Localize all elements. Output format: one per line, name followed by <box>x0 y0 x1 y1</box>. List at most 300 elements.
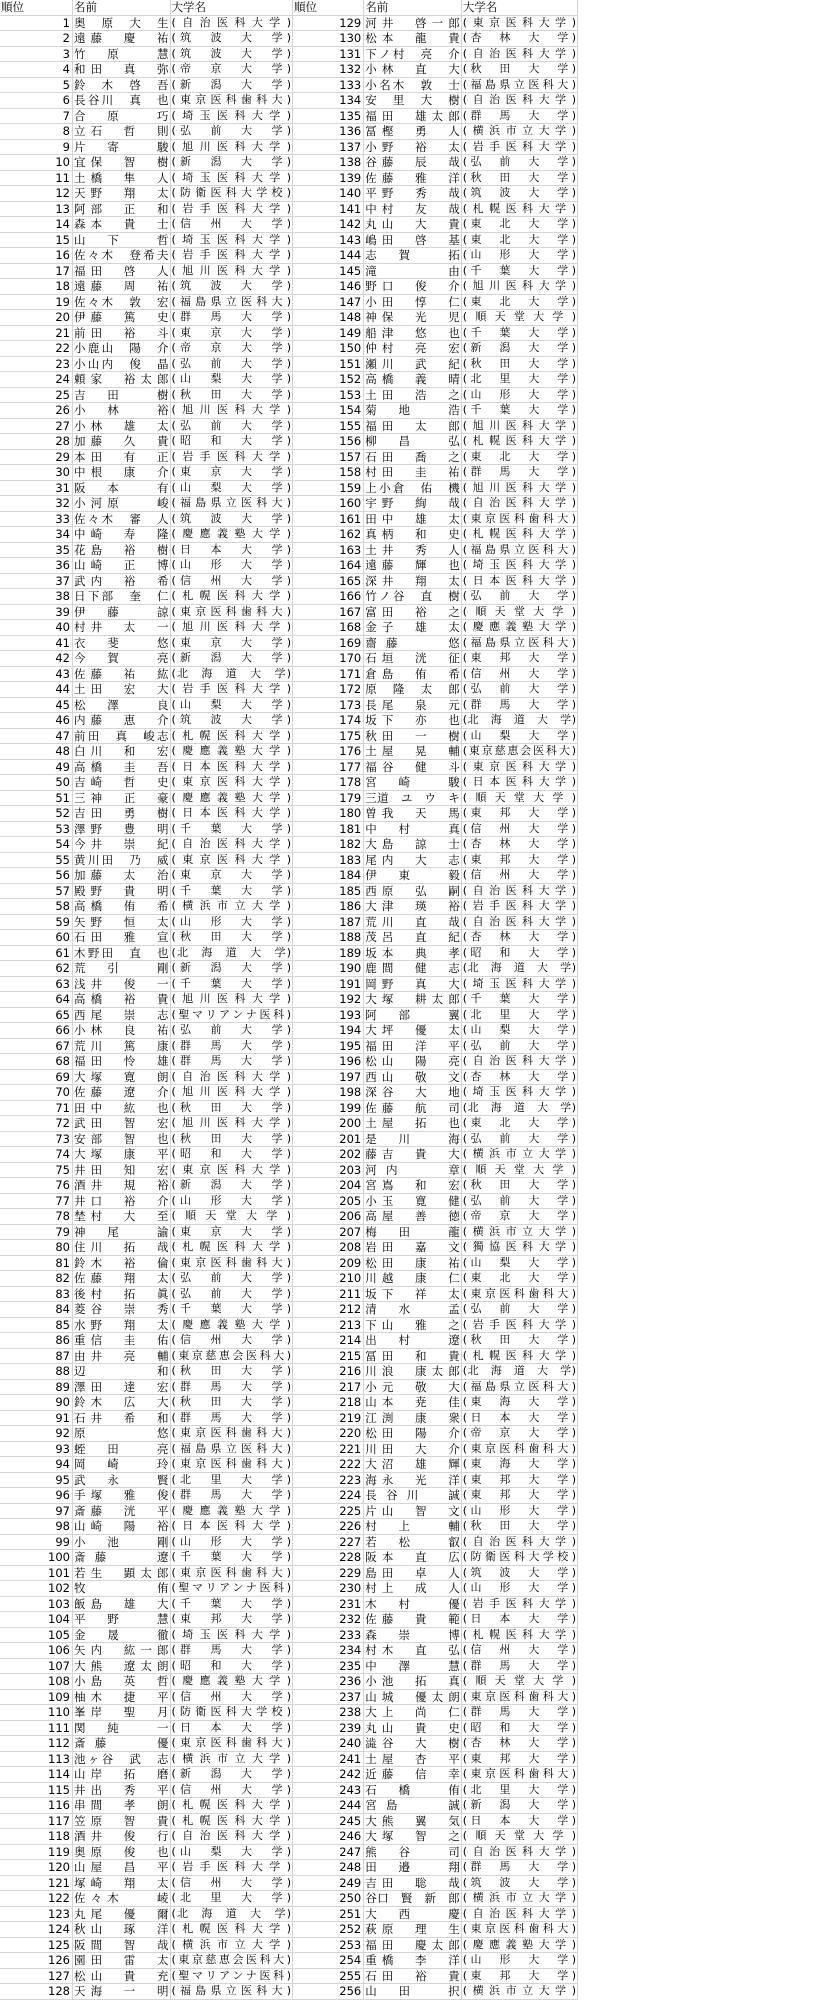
rank-cell: 55 <box>0 852 73 868</box>
name-cell: 中 村 真 <box>365 821 460 836</box>
name-cell: 宜保 智 樹 <box>74 155 169 169</box>
university-cell: (防衛医科大学校) <box>171 186 291 199</box>
rank-cell: 22 <box>0 341 73 357</box>
rank-cell: 134 <box>293 93 364 109</box>
rank-cell: 42 <box>0 651 73 667</box>
university-cell: (旭川医科大学) <box>462 480 576 494</box>
university-cell: (旭川医科大学) <box>171 1085 291 1098</box>
rank-cell: 51 <box>0 790 73 806</box>
rank-cell: 160 <box>293 496 364 512</box>
rank-cell: 148 <box>293 310 364 326</box>
university-cell: (東京医科歯科大) <box>462 511 576 525</box>
name-cell: 小 林 裕 <box>74 403 169 417</box>
table-row <box>0 527 578 543</box>
rank-cell: 232 <box>293 1612 364 1628</box>
rank-cell: 152 <box>293 372 364 388</box>
name-cell: 荒 引 剛 <box>74 961 169 975</box>
university-cell: (埼玉医科大学) <box>462 558 576 571</box>
table-row <box>0 341 578 357</box>
name-cell: 鹿間 健 志 <box>365 961 460 975</box>
university-cell: (信 州 大 学) <box>171 1782 291 1796</box>
rank-cell: 113 <box>0 1751 73 1767</box>
university-cell: (横浜市立大学) <box>462 1147 576 1160</box>
rank-cell: 25 <box>0 387 73 403</box>
rank-cell: 197 <box>293 1069 364 1085</box>
table-row <box>0 1116 578 1132</box>
header-rank-right: 順位 <box>293 0 364 15</box>
rank-cell: 19 <box>0 294 73 310</box>
university-cell: (千 葉 大 学) <box>171 821 291 835</box>
rank-cell: 75 <box>0 1162 73 1178</box>
university-cell: (岩手医科大学) <box>462 1317 576 1331</box>
table-row <box>0 387 578 403</box>
rank-cell: 246 <box>293 1829 364 1845</box>
university-cell: (山 梨 大 学) <box>462 1255 576 1269</box>
table-row <box>0 1271 578 1287</box>
university-cell: (帝 京 大 学) <box>171 62 291 75</box>
table-row <box>0 976 578 992</box>
table-row <box>0 93 578 109</box>
name-cell: 船津 悠 也 <box>365 325 460 340</box>
name-cell: 山城 優太朗 <box>365 1689 460 1704</box>
rank-cell: 77 <box>0 1193 73 1209</box>
table-row <box>0 1891 578 1907</box>
name-cell: 高橋 義 晴 <box>365 372 460 386</box>
rank-cell: 5 <box>0 77 73 93</box>
name-cell: 大沼 雄 輝 <box>365 1457 460 1471</box>
rank-cell: 164 <box>293 558 364 574</box>
rank-cell: 196 <box>293 1054 364 1070</box>
name-cell: 高橋 侑 希 <box>74 899 169 913</box>
table-row <box>0 186 578 202</box>
rank-cell: 182 <box>293 837 364 853</box>
rank-cell: 124 <box>0 1922 73 1938</box>
table-row <box>0 434 578 450</box>
rank-cell: 223 <box>293 1472 364 1488</box>
university-cell: (横浜市立大学) <box>462 124 576 137</box>
name-cell: 矢野 恒 太 <box>74 914 169 929</box>
table-row <box>0 790 578 806</box>
name-cell: 萩原 理 生 <box>365 1922 460 1936</box>
university-cell: (北 海 道 大 学) <box>171 945 291 959</box>
table-row <box>0 682 578 698</box>
table-row <box>0 1100 578 1116</box>
name-cell: 上小倉 佑 機 <box>365 480 460 495</box>
table-row <box>0 1240 578 1256</box>
name-cell: 水野 翔 太 <box>74 1317 169 1332</box>
header-univ-left: 大学名 <box>170 0 293 15</box>
rank-cell: 82 <box>0 1271 73 1287</box>
rank-cell: 203 <box>293 1162 364 1178</box>
rank-cell: 207 <box>293 1224 364 1240</box>
table-row <box>0 279 578 295</box>
name-cell: 天野 翔 太 <box>74 186 169 200</box>
university-cell: (横浜市立大学) <box>462 1224 576 1238</box>
table-row <box>0 1658 578 1674</box>
name-cell: 安 里 大 樹 <box>365 93 460 107</box>
university-cell: (山 梨 大 学) <box>171 1844 291 1858</box>
table-row <box>0 1689 578 1705</box>
name-cell: 今井 崇 紀 <box>74 837 169 851</box>
rank-cell: 165 <box>293 573 364 589</box>
name-cell: 海永 光 洋 <box>365 1472 460 1487</box>
university-cell: (山 梨 大 学) <box>171 480 291 494</box>
rank-cell: 219 <box>293 1410 364 1426</box>
name-cell: 大塚 寛 朗 <box>74 1069 169 1084</box>
rank-cell: 54 <box>0 837 73 853</box>
rank-cell: 177 <box>293 759 364 775</box>
name-cell: 江渕 康 衆 <box>365 1410 460 1425</box>
university-cell: (東京医科歯科大) <box>171 1565 291 1579</box>
university-cell: (日本医科大学) <box>462 573 576 587</box>
name-cell: 松田 康 祐 <box>365 1255 460 1270</box>
university-cell: (帝 京 大 学) <box>171 341 291 354</box>
rank-cell: 115 <box>0 1782 73 1798</box>
university-cell: (岩手医科大学) <box>171 682 291 695</box>
table-row <box>0 1441 578 1457</box>
table-row <box>0 46 578 62</box>
university-cell: (札幌医科大学) <box>171 1240 291 1253</box>
name-cell: 岡野 真 大 <box>365 976 460 991</box>
university-cell: (東 邦 大 学) <box>462 1751 576 1765</box>
rank-cell: 81 <box>0 1255 73 1271</box>
university-cell: (山 梨 大 学) <box>462 1023 576 1036</box>
name-cell: 牧 侑 <box>74 1581 169 1595</box>
rank-cell: 9 <box>0 139 73 155</box>
table-row <box>0 511 578 527</box>
rank-cell: 74 <box>0 1147 73 1163</box>
university-cell: (秋 田 大 学) <box>171 1131 291 1145</box>
rank-cell: 191 <box>293 976 364 992</box>
rank-cell: 100 <box>0 1550 73 1566</box>
rank-cell: 28 <box>0 434 73 450</box>
header-name-right: 名前 <box>364 0 462 15</box>
rank-cell: 145 <box>293 263 364 279</box>
rank-cell: 180 <box>293 806 364 822</box>
name-cell: 日下部 奎 仁 <box>74 589 169 603</box>
name-cell: 島田 卓 人 <box>365 1565 460 1580</box>
university-cell: (千 葉 大 学) <box>462 263 576 277</box>
rank-cell: 84 <box>0 1302 73 1318</box>
university-cell: (山 形 大 学) <box>171 1534 291 1548</box>
name-cell: 片 寄 駿 <box>74 139 169 154</box>
university-cell: (慶應義塾大学) <box>171 1503 291 1517</box>
name-cell: 佐藤 航 司 <box>365 1100 460 1115</box>
university-cell: (埼玉医科大学) <box>462 1085 576 1098</box>
university-cell: (千 葉 大 学) <box>171 883 291 897</box>
rank-cell: 240 <box>293 1736 364 1752</box>
name-cell: 塚崎 翔 太 <box>74 1875 169 1890</box>
table-row <box>0 62 578 78</box>
table-row <box>0 1503 578 1519</box>
university-cell: (秋 田 大 学) <box>462 62 576 75</box>
rank-cell: 228 <box>293 1550 364 1566</box>
table-row <box>0 589 578 605</box>
name-cell: 小名木 敦 士 <box>365 77 460 92</box>
table-row <box>0 728 578 744</box>
university-cell: (旭川医科大学) <box>171 1116 291 1129</box>
table-row <box>0 1953 578 1969</box>
rank-cell: 137 <box>293 139 364 155</box>
table-row <box>0 852 578 868</box>
university-cell: (北 海 道 大 学) <box>462 961 576 974</box>
name-cell: 藤吉 貴 大 <box>365 1147 460 1161</box>
name-cell: 竹 原 慧 <box>74 46 169 61</box>
name-cell: 池ヶ谷 武 志 <box>74 1751 169 1766</box>
table-row <box>0 1457 578 1473</box>
rank-cell: 214 <box>293 1333 364 1349</box>
rank-cell: 151 <box>293 356 364 372</box>
rank-cell: 20 <box>0 310 73 326</box>
name-cell: 土屋 杏 平 <box>365 1751 460 1766</box>
table-row <box>0 1472 578 1488</box>
name-cell: 田 邉 翔 <box>365 1860 460 1874</box>
name-cell: 小河原 峻 <box>74 496 169 510</box>
university-cell: (東 海 大 学) <box>462 1395 576 1408</box>
name-cell: 蛭 田 亮 <box>74 1441 169 1456</box>
rank-cell: 142 <box>293 217 364 233</box>
university-cell: (弘 前 大 学) <box>171 124 291 137</box>
name-cell: 飯島 雄 大 <box>74 1596 169 1611</box>
name-cell: 金子 雄 太 <box>365 620 460 634</box>
table-row <box>0 837 578 853</box>
rank-cell: 123 <box>0 1906 73 1922</box>
name-cell: 立石 哲 則 <box>74 124 169 138</box>
university-cell: (秋 田 大 学) <box>462 1519 576 1532</box>
rank-cell: 94 <box>0 1457 73 1473</box>
name-cell: 荒川 篤 康 <box>74 1038 169 1053</box>
university-cell: (聖マリアンナ医科) <box>171 1968 291 1982</box>
rank-cell: 119 <box>0 1844 73 1860</box>
name-cell: 井口 裕 介 <box>74 1193 169 1208</box>
name-cell: 坂下 亦 也 <box>365 713 460 727</box>
university-cell: (自治医科大学) <box>462 93 576 106</box>
university-cell: (旭川医科大学) <box>462 418 576 432</box>
rank-cell: 71 <box>0 1100 73 1116</box>
rank-cell: 175 <box>293 728 364 744</box>
name-cell: 冨樫 勇 人 <box>365 124 460 138</box>
name-cell: 松田 陽 介 <box>365 1426 460 1440</box>
name-cell: 斎藤 優 <box>74 1736 169 1750</box>
rank-cell: 209 <box>293 1255 364 1271</box>
rank-cell: 193 <box>293 1007 364 1023</box>
university-cell: (自治医科大学) <box>171 837 291 850</box>
table-row <box>0 1534 578 1550</box>
rank-cell: 103 <box>0 1596 73 1612</box>
table-row <box>0 1255 578 1271</box>
rank-cell: 249 <box>293 1875 364 1891</box>
rank-cell: 132 <box>293 62 364 78</box>
rank-cell: 79 <box>0 1224 73 1240</box>
rank-cell: 110 <box>0 1705 73 1721</box>
name-cell: 武内 裕 希 <box>74 573 169 588</box>
table-row <box>0 263 578 279</box>
university-cell: (山 形 大 学) <box>171 1193 291 1207</box>
name-cell: 神保 光 児 <box>365 310 460 324</box>
table-row <box>0 1348 578 1364</box>
table-row <box>0 1736 578 1752</box>
table-row <box>0 1565 578 1581</box>
university-cell: (岩手医科大学) <box>462 899 576 912</box>
name-cell: 宮 崎 駿 <box>365 775 460 789</box>
table-row <box>0 1209 578 1225</box>
university-cell: (旭川医科大学) <box>171 139 291 153</box>
table-row <box>0 1968 578 1984</box>
name-cell: 宇野 絢 哉 <box>365 496 460 510</box>
university-cell: (東 京 大 学) <box>171 868 291 881</box>
name-cell: 石井 希 和 <box>74 1410 169 1425</box>
university-cell: (昭 和 大 学) <box>462 1720 576 1734</box>
name-cell: 原 隆 太 郎 <box>365 682 460 696</box>
name-cell: 佐藤 雅 洋 <box>365 170 460 185</box>
name-cell: 頼家 裕太郎 <box>74 372 169 386</box>
name-cell: 斎藤 洸 平 <box>74 1503 169 1518</box>
rank-cell: 89 <box>0 1379 73 1395</box>
rank-cell: 188 <box>293 930 364 946</box>
name-cell: 伊 東 毅 <box>365 868 460 882</box>
name-cell: 木 村 優 <box>365 1596 460 1611</box>
rank-cell: 162 <box>293 527 364 543</box>
name-cell: 深谷 大 地 <box>365 1085 460 1099</box>
rank-cell: 24 <box>0 372 73 388</box>
university-cell: (北 里 大 学) <box>462 1007 576 1021</box>
university-cell: (山 形 大 学) <box>462 387 576 401</box>
university-cell: (弘 前 大 学) <box>462 682 576 695</box>
university-cell: (杏 林 大 学) <box>462 837 576 850</box>
header-name-left: 名前 <box>73 0 171 15</box>
rank-cell: 169 <box>293 635 364 651</box>
name-cell: 嶋田 啓 基 <box>365 232 460 247</box>
name-cell: 三道 ユ ウ キ <box>365 790 460 805</box>
rank-cell: 97 <box>0 1503 73 1519</box>
name-cell: 小 池 剛 <box>74 1534 169 1549</box>
name-cell: 森 崇 博 <box>365 1627 460 1642</box>
name-cell: 矢内 紘一郎 <box>74 1643 169 1657</box>
rank-cell: 27 <box>0 418 73 434</box>
rank-cell: 18 <box>0 279 73 295</box>
name-cell: 秋田 一 樹 <box>365 728 460 743</box>
name-cell: 中根 康 介 <box>74 465 169 479</box>
name-cell: 伊藤 篤 史 <box>74 310 169 324</box>
name-cell: 松山 陽 亮 <box>365 1054 460 1068</box>
name-cell: 井出 秀 平 <box>74 1782 169 1797</box>
rank-cell: 44 <box>0 682 73 698</box>
table-row <box>0 1038 578 1054</box>
university-cell: (福島県立医科大) <box>462 542 576 556</box>
university-cell: (東 北 大 学) <box>462 217 576 230</box>
university-cell: (昭 和 大 学) <box>462 945 576 959</box>
name-cell: 澁谷 大 樹 <box>365 1736 460 1750</box>
rank-cell: 11 <box>0 170 73 186</box>
table-row <box>0 1317 578 1333</box>
university-cell: (新 潟 大 学) <box>462 1798 576 1811</box>
name-cell: 西山 敬 文 <box>365 1069 460 1084</box>
university-cell: (札幌医科大学) <box>171 1813 291 1827</box>
rank-cell: 13 <box>0 201 73 217</box>
header-row <box>0 0 578 15</box>
rank-cell: 117 <box>0 1813 73 1829</box>
name-cell: 酒井 俊 行 <box>74 1829 169 1843</box>
name-cell: 片山 智 文 <box>365 1503 460 1518</box>
name-cell: 土井 秀 人 <box>365 542 460 557</box>
name-cell: 柚木 捷 平 <box>74 1689 169 1704</box>
rank-cell: 190 <box>293 961 364 977</box>
name-cell: 山崎 陽 裕 <box>74 1519 169 1533</box>
rank-cell: 256 <box>293 1984 364 2000</box>
name-cell: 滝 由 <box>365 263 460 278</box>
name-cell: 殿野 貴 明 <box>74 883 169 898</box>
university-cell: (防衛医科大学校) <box>171 1705 291 1718</box>
table-row <box>0 1193 578 1209</box>
name-cell: 村田 圭 祐 <box>365 465 460 479</box>
university-cell: (順天堂大学) <box>171 1209 291 1222</box>
university-cell: (東 邦 大 学) <box>171 1612 291 1625</box>
university-cell: (防衛医科大学校) <box>462 1550 576 1563</box>
rank-cell: 91 <box>0 1410 73 1426</box>
name-cell: 遠藤 慶 祐 <box>74 31 169 45</box>
rank-cell: 237 <box>293 1689 364 1705</box>
name-cell: 串間 孝 朗 <box>74 1798 169 1812</box>
rank-cell: 189 <box>293 945 364 961</box>
university-cell: (横浜市立大学) <box>171 899 291 912</box>
name-cell: 石垣 洸 征 <box>365 651 460 665</box>
rank-cell: 236 <box>293 1674 364 1690</box>
rank-cell: 65 <box>0 1007 73 1023</box>
university-cell: (岩手医科大学) <box>171 201 291 215</box>
name-cell: 白川 和 宏 <box>74 744 169 758</box>
rank-cell: 242 <box>293 1767 364 1783</box>
university-cell: (東 北 大 学) <box>462 232 576 246</box>
table-row <box>0 1829 578 1845</box>
table-row <box>0 1395 578 1411</box>
rank-cell: 204 <box>293 1178 364 1194</box>
university-cell: (東京医科歯科大) <box>171 1736 291 1749</box>
table-row <box>0 15 578 31</box>
name-cell: 阪間 智 哉 <box>74 1937 169 1952</box>
table-row <box>0 403 578 419</box>
table-row <box>0 1333 578 1349</box>
university-cell: (秋 田 大 学) <box>462 170 576 184</box>
name-cell: 土田 浩 之 <box>365 387 460 402</box>
name-cell: 高屋 善 徳 <box>365 1209 460 1223</box>
name-cell: 長尾 泉 元 <box>365 697 460 712</box>
rank-cell: 210 <box>293 1271 364 1287</box>
university-cell: (山 梨 大 学) <box>462 728 576 742</box>
name-cell: 手塚 雅 俊 <box>74 1488 169 1502</box>
name-cell: 阪 本 有 <box>74 480 169 495</box>
rank-cell: 50 <box>0 775 73 791</box>
name-cell: 石田 喬 之 <box>365 449 460 464</box>
name-cell: 佐藤 遼 介 <box>74 1085 169 1099</box>
rank-cell: 26 <box>0 403 73 419</box>
table-row <box>0 1720 578 1736</box>
name-cell: 小田 惇 仁 <box>365 294 460 309</box>
rank-cell: 29 <box>0 449 73 465</box>
rank-cell: 108 <box>0 1674 73 1690</box>
university-cell: (群 馬 大 学) <box>462 697 576 711</box>
university-cell: (東 北 大 学) <box>462 1271 576 1284</box>
university-cell: (東 北 大 学) <box>462 1116 576 1129</box>
university-cell: (北 海 道 大 学) <box>171 666 291 680</box>
name-cell: 安部 智 也 <box>74 1131 169 1146</box>
name-cell: 大坪 優 太 <box>365 1023 460 1037</box>
name-cell: 西尾 崇 志 <box>74 1007 169 1022</box>
name-cell: 川浪 康太郎 <box>365 1364 460 1378</box>
name-cell: 福田 太 郎 <box>365 418 460 433</box>
name-cell: 伊 藤 諒 <box>74 604 169 619</box>
name-cell: 福田 雄太郎 <box>365 108 460 123</box>
name-cell: 小野 裕 太 <box>365 139 460 154</box>
